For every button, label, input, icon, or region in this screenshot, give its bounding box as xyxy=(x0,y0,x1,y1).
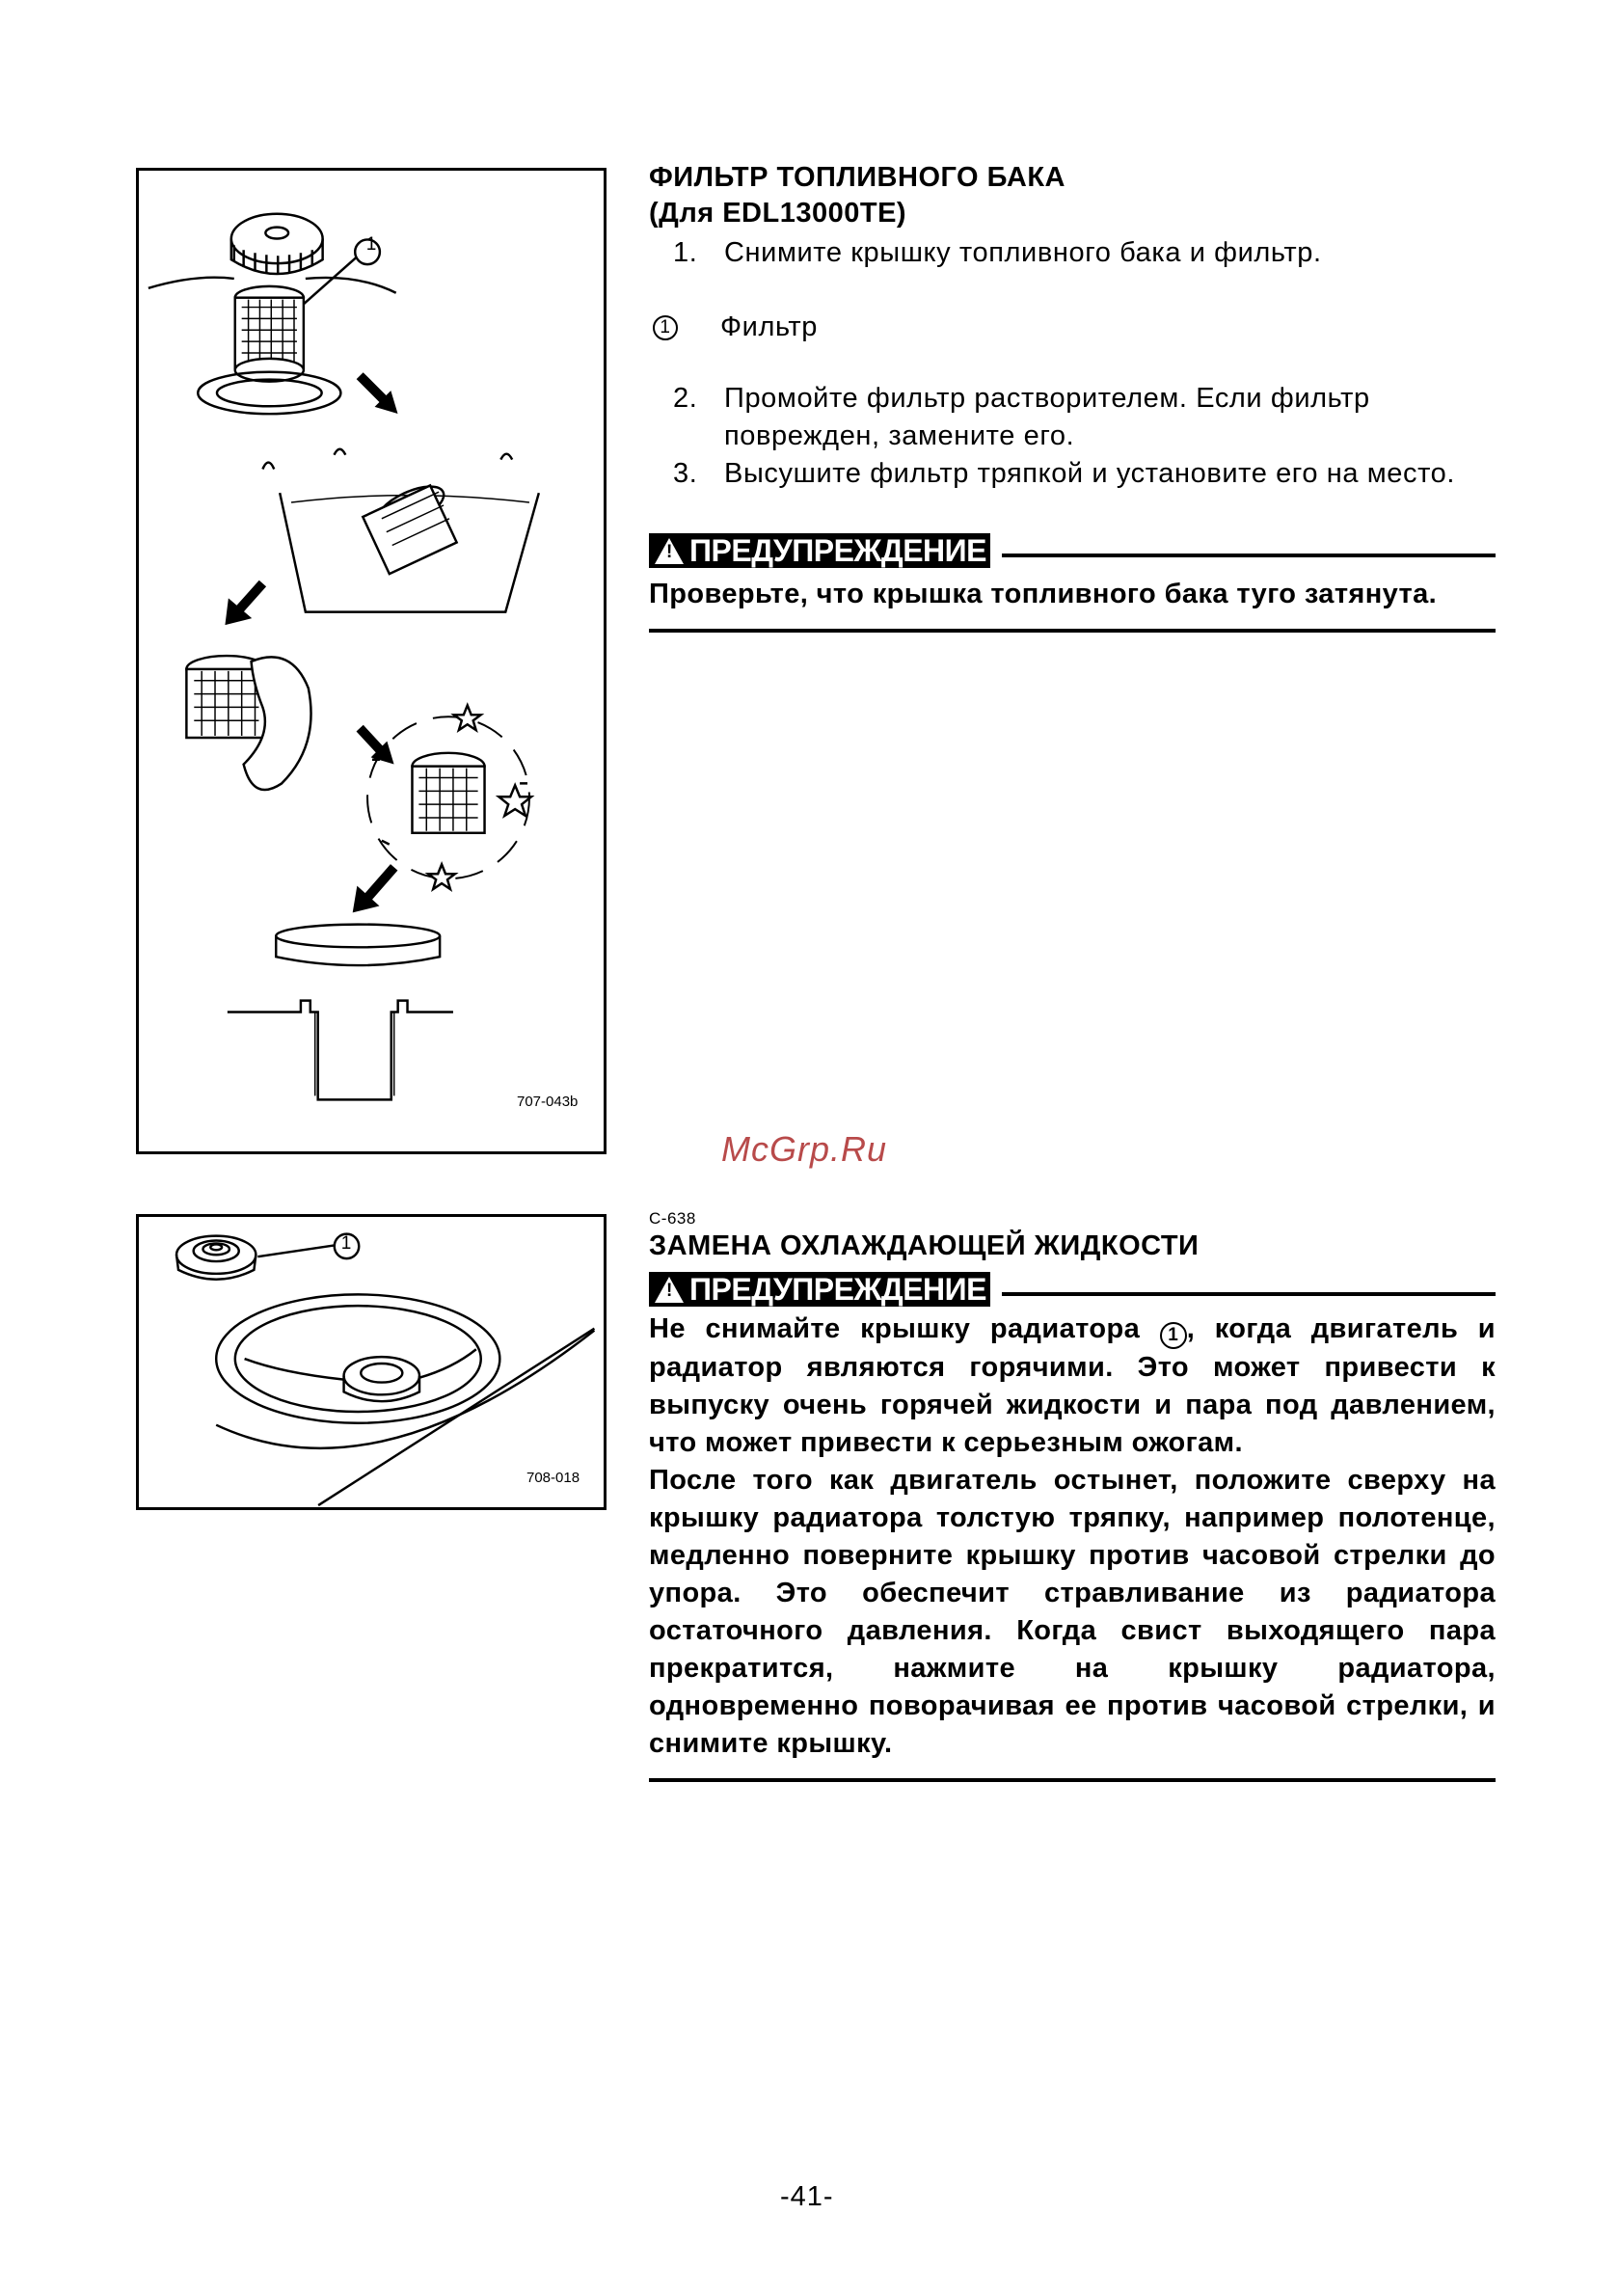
step-1-number: 1. xyxy=(673,237,698,268)
section2-title: ЗАМЕНА ОХЛАЖДАЮЩЕЙ ЖИДКОСТИ xyxy=(649,1230,1200,1261)
figure-fuel-filter xyxy=(136,168,607,1154)
legend-filter xyxy=(649,310,1496,345)
legend-number: 1 xyxy=(653,315,678,340)
watermark: McGrp.Ru xyxy=(721,1129,888,1169)
warning-rule-2 xyxy=(1002,1292,1496,1296)
warning-p1-end: , когда двигатель и радиатор являются горячими. Это может привести к выпуску очень горячей жидкости и пара под давлением, что может привести к серьезным ожогам. xyxy=(649,1313,1496,1458)
radiator-cap-illustration xyxy=(139,1217,604,1507)
section1-title-line2: (Для EDL13000TE) xyxy=(649,198,907,229)
warning-badge-1 xyxy=(649,533,990,568)
warning-header-2 xyxy=(649,1272,1496,1307)
step-3-number: 3. xyxy=(673,458,698,489)
legend-label: Фильтр xyxy=(720,311,819,342)
warning-end-rule-2 xyxy=(649,1778,1496,1782)
warning-label-1: ПРЕДУПРЕЖДЕНИЕ xyxy=(689,533,986,568)
figure2-callout: 1 xyxy=(340,1233,352,1254)
section1-title-line1: ФИЛЬТР ТОПЛИВНОГО БАКА xyxy=(649,162,1065,193)
figure2-code: 708-018 xyxy=(526,1470,580,1486)
warning-paragraph-1 xyxy=(649,1310,1496,1462)
warning-badge-2 xyxy=(649,1272,990,1307)
step-3-text: Высушите фильтр тряпкой и установите его на место. xyxy=(724,458,1456,489)
fuel-filter-illustration xyxy=(139,171,604,1151)
warning-text-1: Проверьте, что крышка топливного бака туго затянута. xyxy=(649,579,1438,609)
warning-triangle-icon: ! xyxy=(655,1277,684,1303)
figure-radiator-cap xyxy=(136,1214,607,1510)
warning-label-2: ПРЕДУПРЕЖДЕНИЕ xyxy=(689,1272,986,1307)
step-3 xyxy=(649,455,1496,493)
warning-triangle-icon: ! xyxy=(655,538,684,564)
step-1-text: Снимите крышку топливного бака и фильтр. xyxy=(724,237,1322,268)
section2-code: C-638 xyxy=(649,1209,696,1228)
warning-p1-start: Не снимайте крышку радиатора xyxy=(649,1313,1160,1344)
radiator-cap-callout: 1 xyxy=(1160,1322,1187,1349)
warning-rule-1 xyxy=(1002,554,1496,557)
section-coolant xyxy=(649,1209,1496,1782)
warning-end-rule-1 xyxy=(649,629,1496,633)
warning-header-1 xyxy=(649,533,1496,568)
step-2-text: Промойте фильтр растворителем. Если фильтр поврежден, замените его. xyxy=(724,383,1370,451)
step-2-number: 2. xyxy=(673,383,698,414)
warning-paragraph-2: После того как двигатель остынет, положите сверху на крышку радиатора толстую тряпку, например полотенце, медленно поверните крышку против часовой стрелки до упора. Это обеспечит стравливание из радиатора остаточного давления. Когда свист выходящего пара прекратится, нажмите на крышку радиатора, одновременно поворачивая ее против часовой стрелки, и снимите крышку. xyxy=(649,1464,1496,1759)
step-2 xyxy=(649,380,1496,455)
figure1-code: 707-043b xyxy=(517,1094,579,1110)
figure1-callout: 1 xyxy=(365,234,377,255)
warning-text-2 xyxy=(649,1310,1496,1763)
section-fuel-filter xyxy=(649,160,1496,633)
page-number: -41- xyxy=(780,2181,834,2212)
step-1 xyxy=(649,234,1496,272)
